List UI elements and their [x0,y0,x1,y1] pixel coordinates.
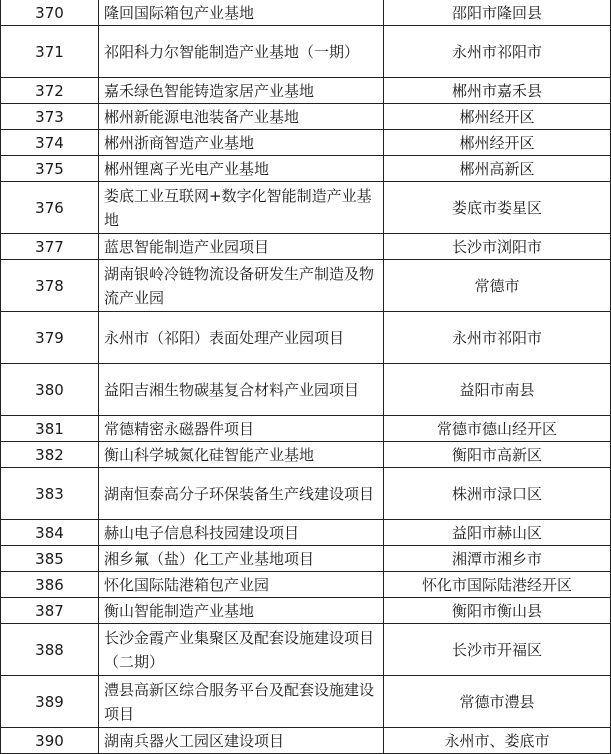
project-name-cell: 郴州新能源电池装备产业基地 [99,104,384,130]
location-cell: 郴州高新区 [384,156,611,182]
row-number-cell: 389 [1,676,99,728]
table-row [1,312,611,364]
row-number-cell: 383 [1,468,99,520]
project-name-cell: 永州市（祁阳）表面处理产业园项目 [99,312,384,364]
project-name-cell: 衡山科学城氮化硅智能产业基地 [99,442,384,468]
location-cell: 长沙市开福区 [384,624,611,676]
table-row [1,0,611,26]
table-row [1,260,611,312]
location-cell: 益阳市南县 [384,364,611,416]
table-row [1,728,611,754]
table-row [1,468,611,520]
project-name-cell: 蓝思智能制造产业园项目 [99,234,384,260]
project-name-cell: 隆回国际箱包产业基地 [99,0,384,26]
row-number-cell: 377 [1,234,99,260]
location-cell: 怀化市国际陆港经开区 [384,572,611,598]
project-name-cell: 嘉禾绿色智能铸造家居产业基地 [99,78,384,104]
row-number-cell: 381 [1,416,99,442]
location-cell: 长沙市浏阳市 [384,234,611,260]
project-name-cell: 湖南恒泰高分子环保装备生产线建设项目 [99,468,384,520]
row-number-cell: 387 [1,598,99,624]
location-cell: 常德市 [384,260,611,312]
project-name-cell: 郴州锂离子光电产业基地 [99,156,384,182]
table-row [1,416,611,442]
project-name-cell: 湖南银岭冷链物流设备研发生产制造及物流产业园 [99,260,384,312]
table-row [1,130,611,156]
project-name-cell: 郴州浙商智造产业基地 [99,130,384,156]
location-cell: 郴州经开区 [384,104,611,130]
table-row [1,182,611,234]
table-row [1,546,611,572]
project-name-cell: 湘乡氟（盐）化工产业基地项目 [99,546,384,572]
project-table-body [1,0,611,754]
table-row [1,364,611,416]
table-row [1,624,611,676]
location-cell: 娄底市娄星区 [384,182,611,234]
location-cell: 益阳市赫山区 [384,520,611,546]
table-row [1,598,611,624]
location-cell: 湘潭市湘乡市 [384,546,611,572]
project-name-cell: 娄底工业互联网+数字化智能制造产业基地 [99,182,384,234]
table-row [1,26,611,78]
row-number-cell: 379 [1,312,99,364]
location-cell: 株洲市渌口区 [384,468,611,520]
table-row [1,442,611,468]
project-name-cell: 赫山电子信息科技园建设项目 [99,520,384,546]
project-name-cell: 湖南兵器火工园区建设项目 [99,728,384,754]
row-number-cell: 384 [1,520,99,546]
location-cell: 永州市、娄底市 [384,728,611,754]
project-name-cell: 常德精密永磁器件项目 [99,416,384,442]
location-cell: 永州市祁阳市 [384,26,611,78]
row-number-cell: 370 [1,0,99,26]
project-name-cell: 益阳吉湘生物碳基复合材料产业园项目 [99,364,384,416]
row-number-cell: 373 [1,104,99,130]
row-number-cell: 371 [1,26,99,78]
table-row [1,234,611,260]
row-number-cell: 376 [1,182,99,234]
row-number-cell: 382 [1,442,99,468]
table-row [1,676,611,728]
project-name-cell: 怀化国际陆港箱包产业园 [99,572,384,598]
location-cell: 常德市德山经开区 [384,416,611,442]
row-number-cell: 385 [1,546,99,572]
table-row [1,156,611,182]
project-name-cell: 澧县高新区综合服务平台及配套设施建设项目 [99,676,384,728]
project-name-cell: 祁阳科力尔智能制造产业基地（一期） [99,26,384,78]
project-name-cell: 衡山智能制造产业基地 [99,598,384,624]
table-row [1,572,611,598]
table-row [1,104,611,130]
row-number-cell: 388 [1,624,99,676]
location-cell: 衡阳市高新区 [384,442,611,468]
location-cell: 邵阳市隆回县 [384,0,611,26]
row-number-cell: 375 [1,156,99,182]
table-row [1,78,611,104]
project-name-cell: 长沙金霞产业集聚区及配套设施建设项目（二期） [99,624,384,676]
row-number-cell: 378 [1,260,99,312]
location-cell: 郴州市嘉禾县 [384,78,611,104]
location-cell: 常德市澧县 [384,676,611,728]
table-row [1,520,611,546]
location-cell: 永州市祁阳市 [384,312,611,364]
row-number-cell: 374 [1,130,99,156]
row-number-cell: 372 [1,78,99,104]
row-number-cell: 386 [1,572,99,598]
location-cell: 郴州经开区 [384,130,611,156]
row-number-cell: 380 [1,364,99,416]
location-cell: 衡阳市衡山县 [384,598,611,624]
row-number-cell: 390 [1,728,99,754]
